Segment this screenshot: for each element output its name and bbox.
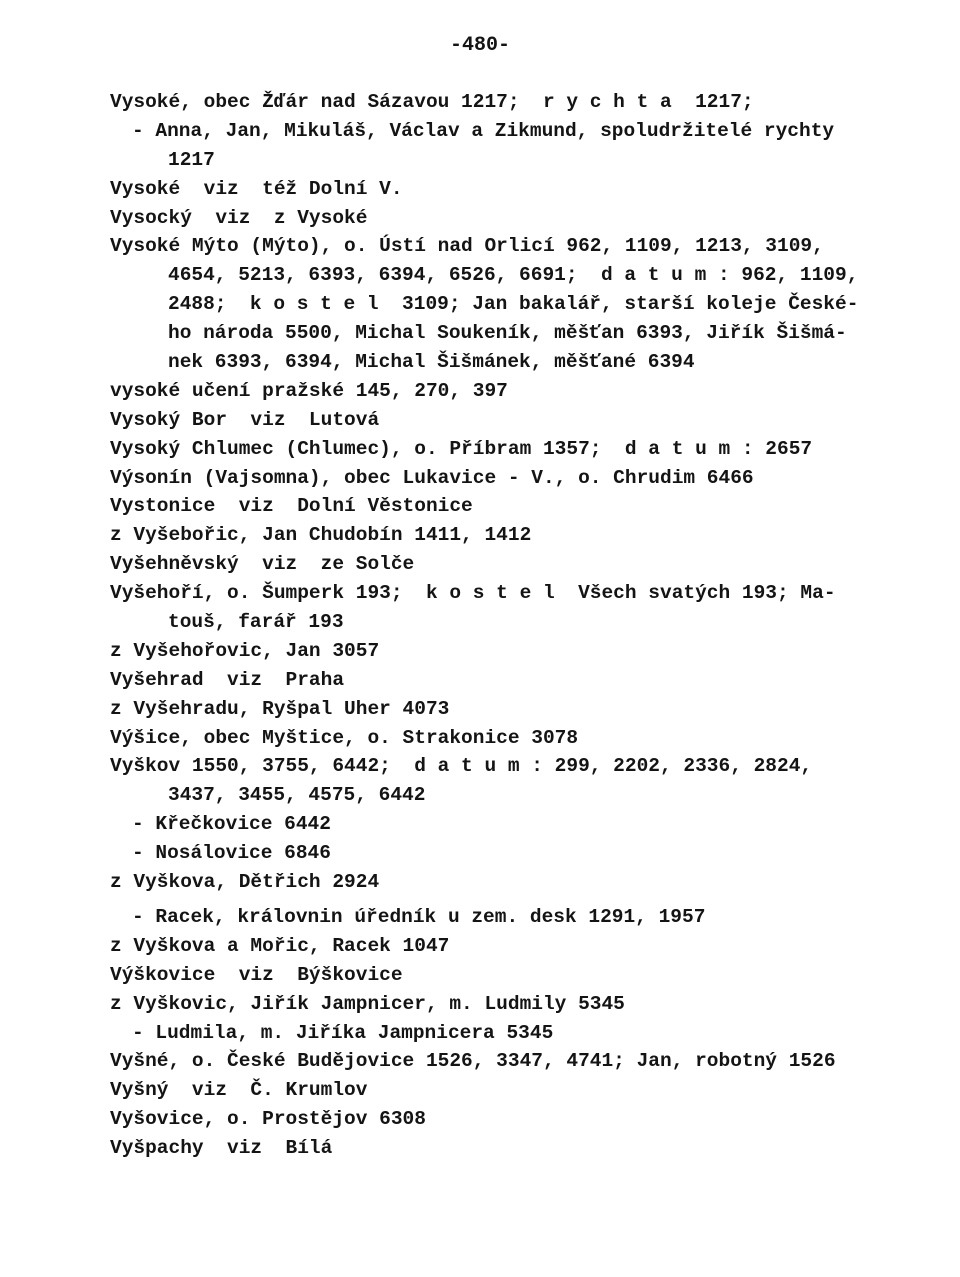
index-line: Výšice, obec Myštice, o. Strakonice 3078 xyxy=(110,726,579,749)
index-line: - Nosálovice 6846 xyxy=(132,842,331,865)
index-line: Vyškov 1550, 3755, 6442; d a t u m : 299, 2202, 2336, 2824, xyxy=(110,755,813,778)
index-line: Vyšehrad viz Praha xyxy=(110,668,345,691)
index-line: vysoké učení pražské 145, 270, 397 xyxy=(110,379,508,402)
index-line: z Vyškova, Dětřich 2924 xyxy=(110,871,380,894)
index-line: Vyšné, o. České Budějovice 1526, 3347, 4741; Jan, robotný 1526 xyxy=(110,1050,836,1073)
index-line: Výsonín (Vajsomna), obec Lukavice - V., o. Chrudim 6466 xyxy=(110,466,754,489)
index-line: Vyšný viz Č. Krumlov xyxy=(110,1079,368,1102)
index-entries xyxy=(110,88,890,1163)
index-line: Vyšpachy viz Bílá xyxy=(110,1137,333,1160)
page-number: -480- xyxy=(449,34,510,57)
index-line: touš, farář 193 xyxy=(168,611,344,634)
index-line: z Vyškova a Mořic, Racek 1047 xyxy=(110,934,450,957)
index-line: Vyšehoří, o. Šumperk 193; k o s t e l Všech svatých 193; Ma- xyxy=(110,582,836,605)
index-line: - Racek, královnin úředník u zem. desk 1291, 1957 xyxy=(132,905,706,928)
index-line: - Anna, Jan, Mikuláš, Václav a Zikmund, spoludržitelé rychty xyxy=(132,119,835,142)
index-line: Výškovice viz Býškovice xyxy=(110,963,403,986)
index-line: Vyšovice, o. Prostějov 6308 xyxy=(110,1108,426,1131)
index-line: z Vyšehořovic, Jan 3057 xyxy=(110,639,380,662)
index-line: Vysoké Mýto (Mýto), o. Ústí nad Orlicí 962, 1109, 1213, 3109, xyxy=(110,235,824,258)
index-line: z Vyškovic, Jiřík Jampnicer, m. Ludmily 5345 xyxy=(110,992,625,1015)
index-line: z Vyšebořic, Jan Chudobín 1411, 1412 xyxy=(110,524,532,547)
index-line: - Ludmila, m. Jiříka Jampnicera 5345 xyxy=(132,1021,554,1044)
index-line: 4654, 5213, 6393, 6394, 6526, 6691; d a t u m : 962, 1109, xyxy=(168,264,859,287)
index-line: - Křečkovice 6442 xyxy=(132,813,331,836)
index-line: Vysoké viz též Dolní V. xyxy=(110,177,403,200)
index-line: nek 6393, 6394, Michal Šišmánek, měšťané 6394 xyxy=(168,351,695,374)
index-line: Vysocký viz z Vysoké xyxy=(110,206,368,229)
index-line: z Vyšehradu, Ryšpal Uher 4073 xyxy=(110,697,450,720)
index-line: ho národa 5500, Michal Soukeník, měšťan 6393, Jiřík Šišmá- xyxy=(168,322,847,345)
index-line: 1217 xyxy=(168,148,215,171)
index-line: Vyšehněvský viz ze Solče xyxy=(110,553,415,576)
index-line: 3437, 3455, 4575, 6442 xyxy=(168,784,426,807)
index-line: Vysoké, obec Žďár nad Sázavou 1217; r y c h t a 1217; xyxy=(110,91,754,113)
index-line: Vysoký Bor viz Lutová xyxy=(110,408,380,431)
index-line: Vystonice viz Dolní Věstonice xyxy=(110,495,473,518)
index-line: Vysoký Chlumec (Chlumec), o. Příbram 1357; d a t u m : 2657 xyxy=(110,437,813,460)
index-line: 2488; k o s t e l 3109; Jan bakalář, starší koleje České- xyxy=(168,293,859,316)
